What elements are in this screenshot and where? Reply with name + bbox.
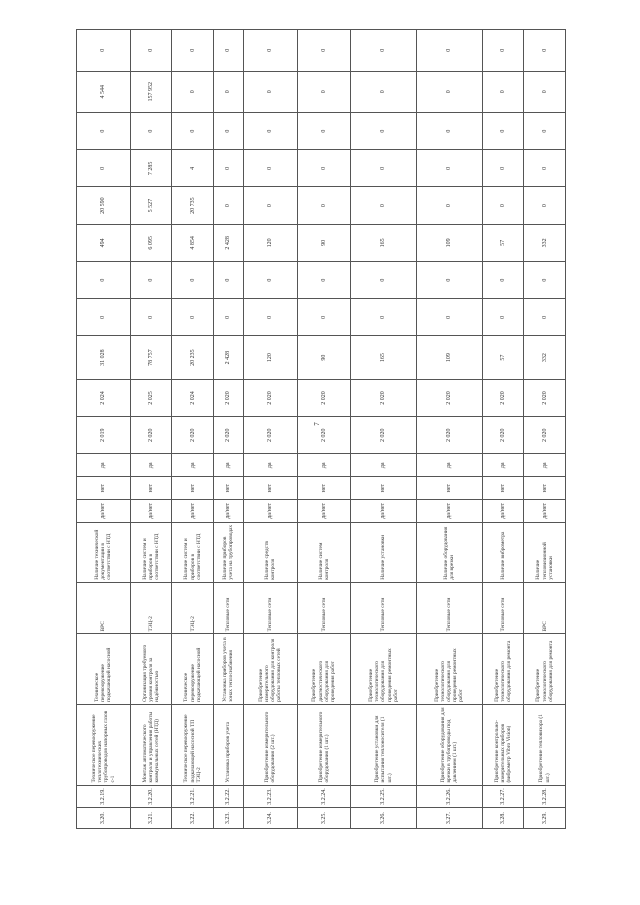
table-cell-c13: 0	[214, 299, 244, 336]
table-cell-c2: 3.2.27.	[482, 785, 524, 808]
table-cell-c11: 2 020	[482, 379, 524, 416]
table-cell-c10: 2 019	[77, 417, 131, 454]
table-cell-c15: 2 428	[214, 224, 244, 261]
table-cell-c13: 0	[172, 299, 214, 336]
table-cell-c8: нет	[524, 477, 566, 500]
table-cell-c9: да	[130, 454, 172, 477]
table-cell-c18: 0	[351, 112, 417, 149]
table-cell-c3: Техническое перевооружение теплотехнических трубопроводов напорных газов с-1	[77, 704, 131, 785]
table-cell-c6: Наличие систем и приборов в соответствии с НТД	[130, 522, 172, 582]
table-cell-c4: Техническое перевооружение подкачающей насосной	[172, 634, 214, 704]
table-cell-c19: 0	[524, 71, 566, 112]
table-cell-c12: 57	[482, 336, 524, 379]
table-cell-c19: 0	[351, 71, 417, 112]
table-cell-c10: 2 020	[524, 417, 566, 454]
table-cell-c3: Установка приборов учета	[214, 704, 244, 785]
table-cell-c3: Приобретение измерительного оборудования (2 шт.)	[243, 704, 297, 785]
table-cell-c10: 2 020	[351, 417, 417, 454]
table-cell-c19: 0	[482, 71, 524, 112]
table-cell-c12: 90	[297, 336, 351, 379]
table-cell-c5: ВРС	[524, 582, 566, 634]
table-cell-c2: 3.2.25.	[351, 785, 417, 808]
table-body	[77, 30, 566, 829]
table-cell-c9: да	[297, 454, 351, 477]
table-cell-c3: Приобретение контрольно-измерительных приборов (виброметр Vibro Vision)	[482, 704, 524, 785]
table-cell-c9: да	[351, 454, 417, 477]
table-cell-c2: 3.2.22.	[214, 785, 244, 808]
investment-program-table	[76, 29, 566, 829]
table-cell-c9: да	[524, 454, 566, 477]
table-cell-c18: 0	[416, 112, 482, 149]
table-cell-c7: да/нет	[130, 499, 172, 522]
table-cell-c16: 0	[214, 187, 244, 224]
table-cell-c10: 2 020	[416, 417, 482, 454]
table-cell-c16: 0	[482, 187, 524, 224]
table-cell-c1: 3.22.	[172, 808, 214, 829]
table-cell-c11: 2 020	[243, 379, 297, 416]
table-cell-c9: да	[416, 454, 482, 477]
table-cell-c9: да	[172, 454, 214, 477]
table-cell-c5: ТЭЦ-2	[130, 582, 172, 634]
table-cell-c13: 0	[130, 299, 172, 336]
table-cell-c13: 0	[77, 299, 131, 336]
table-cell-c17: 0	[416, 150, 482, 187]
table-cell-c10: 2 020	[297, 417, 351, 454]
table-cell-c4: Приобретение диагностического оборудования для проведения работ	[297, 634, 351, 704]
table-cell-c14: 0	[130, 261, 172, 298]
table-cell-c10: 2 020	[130, 417, 172, 454]
rotated-table-container	[76, 29, 566, 829]
table-cell-c16: 0	[524, 187, 566, 224]
table-cell-c13: 0	[351, 299, 417, 336]
table-cell-c15: 4 854	[172, 224, 214, 261]
table-cell-c17: 0	[297, 150, 351, 187]
table-cell-c11: 2 020	[214, 379, 244, 416]
table-cell-c14: 0	[351, 261, 417, 298]
table-cell-c20: 0	[351, 30, 417, 72]
table-cell-c6: Наличие установки	[351, 522, 417, 582]
table-row	[416, 30, 482, 829]
table-cell-c7: да/нет	[297, 499, 351, 522]
table-cell-c11: 2 020	[524, 379, 566, 416]
table-cell-c7: да/нет	[482, 499, 524, 522]
table-cell-c4: Техническое перевооружение подкачающей насосной	[77, 634, 131, 704]
table-cell-c15: 332	[524, 224, 566, 261]
table-cell-c6: Наличие виброметра	[482, 522, 524, 582]
table-cell-c18: 0	[524, 112, 566, 149]
table-cell-c12: 165	[351, 336, 417, 379]
table-cell-c13: 0	[482, 299, 524, 336]
table-cell-c3: Приобретение измерительного оборудования (1 шт.)	[297, 704, 351, 785]
table-cell-c12: 120	[243, 336, 297, 379]
table-cell-c7: да/нет	[243, 499, 297, 522]
table-cell-c18: 0	[172, 112, 214, 149]
table-cell-c14: 0	[214, 261, 244, 298]
table-cell-c5: ВРС	[77, 582, 131, 634]
table-cell-c2: 3.2.26.	[416, 785, 482, 808]
table-cell-c8: нет	[351, 477, 417, 500]
table-cell-c6: Наличие оборудования для врезки	[416, 522, 482, 582]
table-cell-c18: 0	[482, 112, 524, 149]
table-cell-c15: 57	[482, 224, 524, 261]
table-cell-c15: 109	[416, 224, 482, 261]
table-cell-c4: Организация требуемого уровня контроля за надёжностью	[130, 634, 172, 704]
table-cell-c16: 0	[351, 187, 417, 224]
table-cell-c2: 3.2.28.	[524, 785, 566, 808]
table-cell-c19: 0	[243, 71, 297, 112]
table-cell-c19: 0	[172, 71, 214, 112]
table-cell-c1: 3.29.	[524, 808, 566, 829]
table-cell-c2: 3.2.23.	[243, 785, 297, 808]
table-cell-c13: 0	[297, 299, 351, 336]
table-cell-c11: 2 024	[172, 379, 214, 416]
table-cell-c12: 78 757	[130, 336, 172, 379]
table-cell-c10: 2 020	[482, 417, 524, 454]
table-cell-c5: Тепловые сети	[416, 582, 482, 634]
table-cell-c1: 3.20.	[77, 808, 131, 829]
table-cell-c10: 2 020	[243, 417, 297, 454]
table-cell-c1: 3.25.	[297, 808, 351, 829]
table-cell-c16: 5 527	[130, 187, 172, 224]
table-row	[351, 30, 417, 829]
table-row	[243, 30, 297, 829]
table-cell-c16: 20 735	[172, 187, 214, 224]
table-cell-c2: 3.2.20.	[130, 785, 172, 808]
table-cell-c1: 3.24.	[243, 808, 297, 829]
table-cell-c14: 0	[297, 261, 351, 298]
table-cell-c1: 3.23.	[214, 808, 244, 829]
table-cell-c15: 165	[351, 224, 417, 261]
table-cell-c5: Тепловые сети	[214, 582, 244, 634]
table-cell-c17: 0	[214, 150, 244, 187]
table-cell-c15: 90	[297, 224, 351, 261]
table-cell-c1: 3.21.	[130, 808, 172, 829]
table-cell-c12: 2 428	[214, 336, 244, 379]
table-cell-c6: Наличие систем контроля	[297, 522, 351, 582]
table-cell-c12: 20 235	[172, 336, 214, 379]
table-cell-c20: 0	[214, 30, 244, 72]
table-cell-c4: Приобретение технологического оборудования для проведения ремонтных работ	[416, 634, 482, 704]
table-cell-c15: 120	[243, 224, 297, 261]
table-cell-c15: 6 095	[130, 224, 172, 261]
table-cell-c4: Установка приборов учета в зонах теплоснабжения	[214, 634, 244, 704]
table-cell-c14: 0	[77, 261, 131, 298]
table-cell-c20: 0	[172, 30, 214, 72]
table-cell-c20: 0	[130, 30, 172, 72]
table-cell-c11: 2 025	[130, 379, 172, 416]
table-row	[297, 30, 351, 829]
table-row	[172, 30, 214, 829]
table-cell-c2: 3.2.19.	[77, 785, 131, 808]
table-cell-c17: 0	[482, 150, 524, 187]
table-cell-c14: 0	[172, 261, 214, 298]
table-cell-c8: нет	[77, 477, 131, 500]
table-cell-c6: Наличие систем и приборов в соответствии с НТД	[172, 522, 214, 582]
table-cell-c10: 2 020	[172, 417, 214, 454]
table-cell-c1: 3.28.	[482, 808, 524, 829]
table-cell-c3: Приобретение установки для испытания теплоносителя (1 шт.)	[351, 704, 417, 785]
table-cell-c16: 20 590	[77, 187, 131, 224]
table-cell-c6: Наличие приборов учета на трубопроводах	[214, 522, 244, 582]
table-cell-c13: 0	[416, 299, 482, 336]
table-cell-c20: 0	[524, 30, 566, 72]
table-cell-c17: 7 285	[130, 150, 172, 187]
table-cell-c17: 0	[243, 150, 297, 187]
table-cell-c5: ТЭЦ-2	[172, 582, 214, 634]
table-cell-c2: 3.2.21.	[172, 785, 214, 808]
table-cell-c4: Приобретение технологического оборудования для ремонта	[482, 634, 524, 704]
table-cell-c19: 157 952	[130, 71, 172, 112]
table-cell-c5: Тепловые сети	[297, 582, 351, 634]
table-cell-c20: 0	[77, 30, 131, 72]
table-cell-c19: 0	[416, 71, 482, 112]
table-cell-c14: 0	[482, 261, 524, 298]
table-cell-c5: Тепловые сети	[351, 582, 417, 634]
table-cell-c4: Приобретение технологического оборудования для ремонта	[524, 634, 566, 704]
table-cell-c13: 0	[524, 299, 566, 336]
table-cell-c12: 332	[524, 336, 566, 379]
table-cell-c11: 2 020	[416, 379, 482, 416]
table-cell-c8: нет	[297, 477, 351, 500]
table-cell-c8: нет	[416, 477, 482, 500]
table-cell-c11: 2 020	[351, 379, 417, 416]
table-row	[214, 30, 244, 829]
table-cell-c18: 0	[243, 112, 297, 149]
table-cell-c8: нет	[130, 477, 172, 500]
table-cell-c3: Техническое перевооружение подкачающей насосной ТП ТЭЦ-2	[172, 704, 214, 785]
table-cell-c16: 0	[243, 187, 297, 224]
table-cell-c1: 3.26.	[351, 808, 417, 829]
table-cell-c3: Монтаж автоматического контроля и управления работы коммунальных сетей (НТД)	[130, 704, 172, 785]
table-cell-c9: да	[243, 454, 297, 477]
table-cell-c20: 0	[482, 30, 524, 72]
page-number: 7	[312, 422, 321, 426]
table-cell-c12: 109	[416, 336, 482, 379]
table-cell-c8: нет	[214, 477, 244, 500]
table-cell-c8: нет	[243, 477, 297, 500]
table-cell-c6: Наличие тепловизионной установки	[524, 522, 566, 582]
table-cell-c7: да/нет	[351, 499, 417, 522]
table-cell-c18: 0	[130, 112, 172, 149]
table-row	[77, 30, 131, 829]
table-cell-c9: да	[214, 454, 244, 477]
table-cell-c2: 3.2.24.	[297, 785, 351, 808]
table-cell-c12: 31 028	[77, 336, 131, 379]
table-cell-c9: да	[77, 454, 131, 477]
table-cell-c20: 0	[297, 30, 351, 72]
table-cell-c13: 0	[243, 299, 297, 336]
table-cell-c6: Наличие технической документации в соответствии с НТД	[77, 522, 131, 582]
table-cell-c9: да	[482, 454, 524, 477]
table-cell-c8: нет	[482, 477, 524, 500]
table-cell-c18: 0	[297, 112, 351, 149]
table-cell-c5: Тепловые сети	[243, 582, 297, 634]
table-cell-c3: Приобретение тепловизора (1 шт.)	[524, 704, 566, 785]
table-cell-c17: 0	[351, 150, 417, 187]
table-cell-c17: 0	[77, 150, 131, 187]
table-cell-c14: 0	[416, 261, 482, 298]
table-cell-c1: 3.27.	[416, 808, 482, 829]
table-cell-c14: 0	[524, 261, 566, 298]
table-cell-c20: 0	[416, 30, 482, 72]
table-cell-c20: 0	[243, 30, 297, 72]
table-cell-c17: 0	[524, 150, 566, 187]
table-cell-c17: 4	[172, 150, 214, 187]
table-cell-c16: 0	[416, 187, 482, 224]
table-cell-c11: 2 020	[297, 379, 351, 416]
table-row	[524, 30, 566, 829]
table-cell-c14: 0	[243, 261, 297, 298]
table-cell-c8: нет	[172, 477, 214, 500]
table-cell-c7: да/нет	[524, 499, 566, 522]
table-cell-c4: Приобретение технологического оборудования для проведения ремонтных работ	[351, 634, 417, 704]
table-cell-c11: 2 024	[77, 379, 131, 416]
table-cell-c18: 0	[214, 112, 244, 149]
table-row	[482, 30, 524, 829]
table-cell-c7: да/нет	[416, 499, 482, 522]
table-row	[130, 30, 172, 829]
table-cell-c19: 0	[214, 71, 244, 112]
table-cell-c19: 0	[297, 71, 351, 112]
table-cell-c5: Тепловые сети	[482, 582, 524, 634]
table-cell-c4: Приобретение измерительного оборудования для контроля работы тепловых сетей	[243, 634, 297, 704]
table-cell-c10: 2 020	[214, 417, 244, 454]
table-cell-c7: да/нет	[77, 499, 131, 522]
table-cell-c7: да/нет	[214, 499, 244, 522]
table-cell-c3: Приобретение оборудования для врезки в трубопроводы под давлением (1 шт.)	[416, 704, 482, 785]
table-cell-c7: да/нет	[172, 499, 214, 522]
table-cell-c6: Наличие средств контроля	[243, 522, 297, 582]
table-cell-c18: 0	[77, 112, 131, 149]
table-cell-c19: 4 544	[77, 71, 131, 112]
table-cell-c15: 494	[77, 224, 131, 261]
table-cell-c16: 0	[297, 187, 351, 224]
